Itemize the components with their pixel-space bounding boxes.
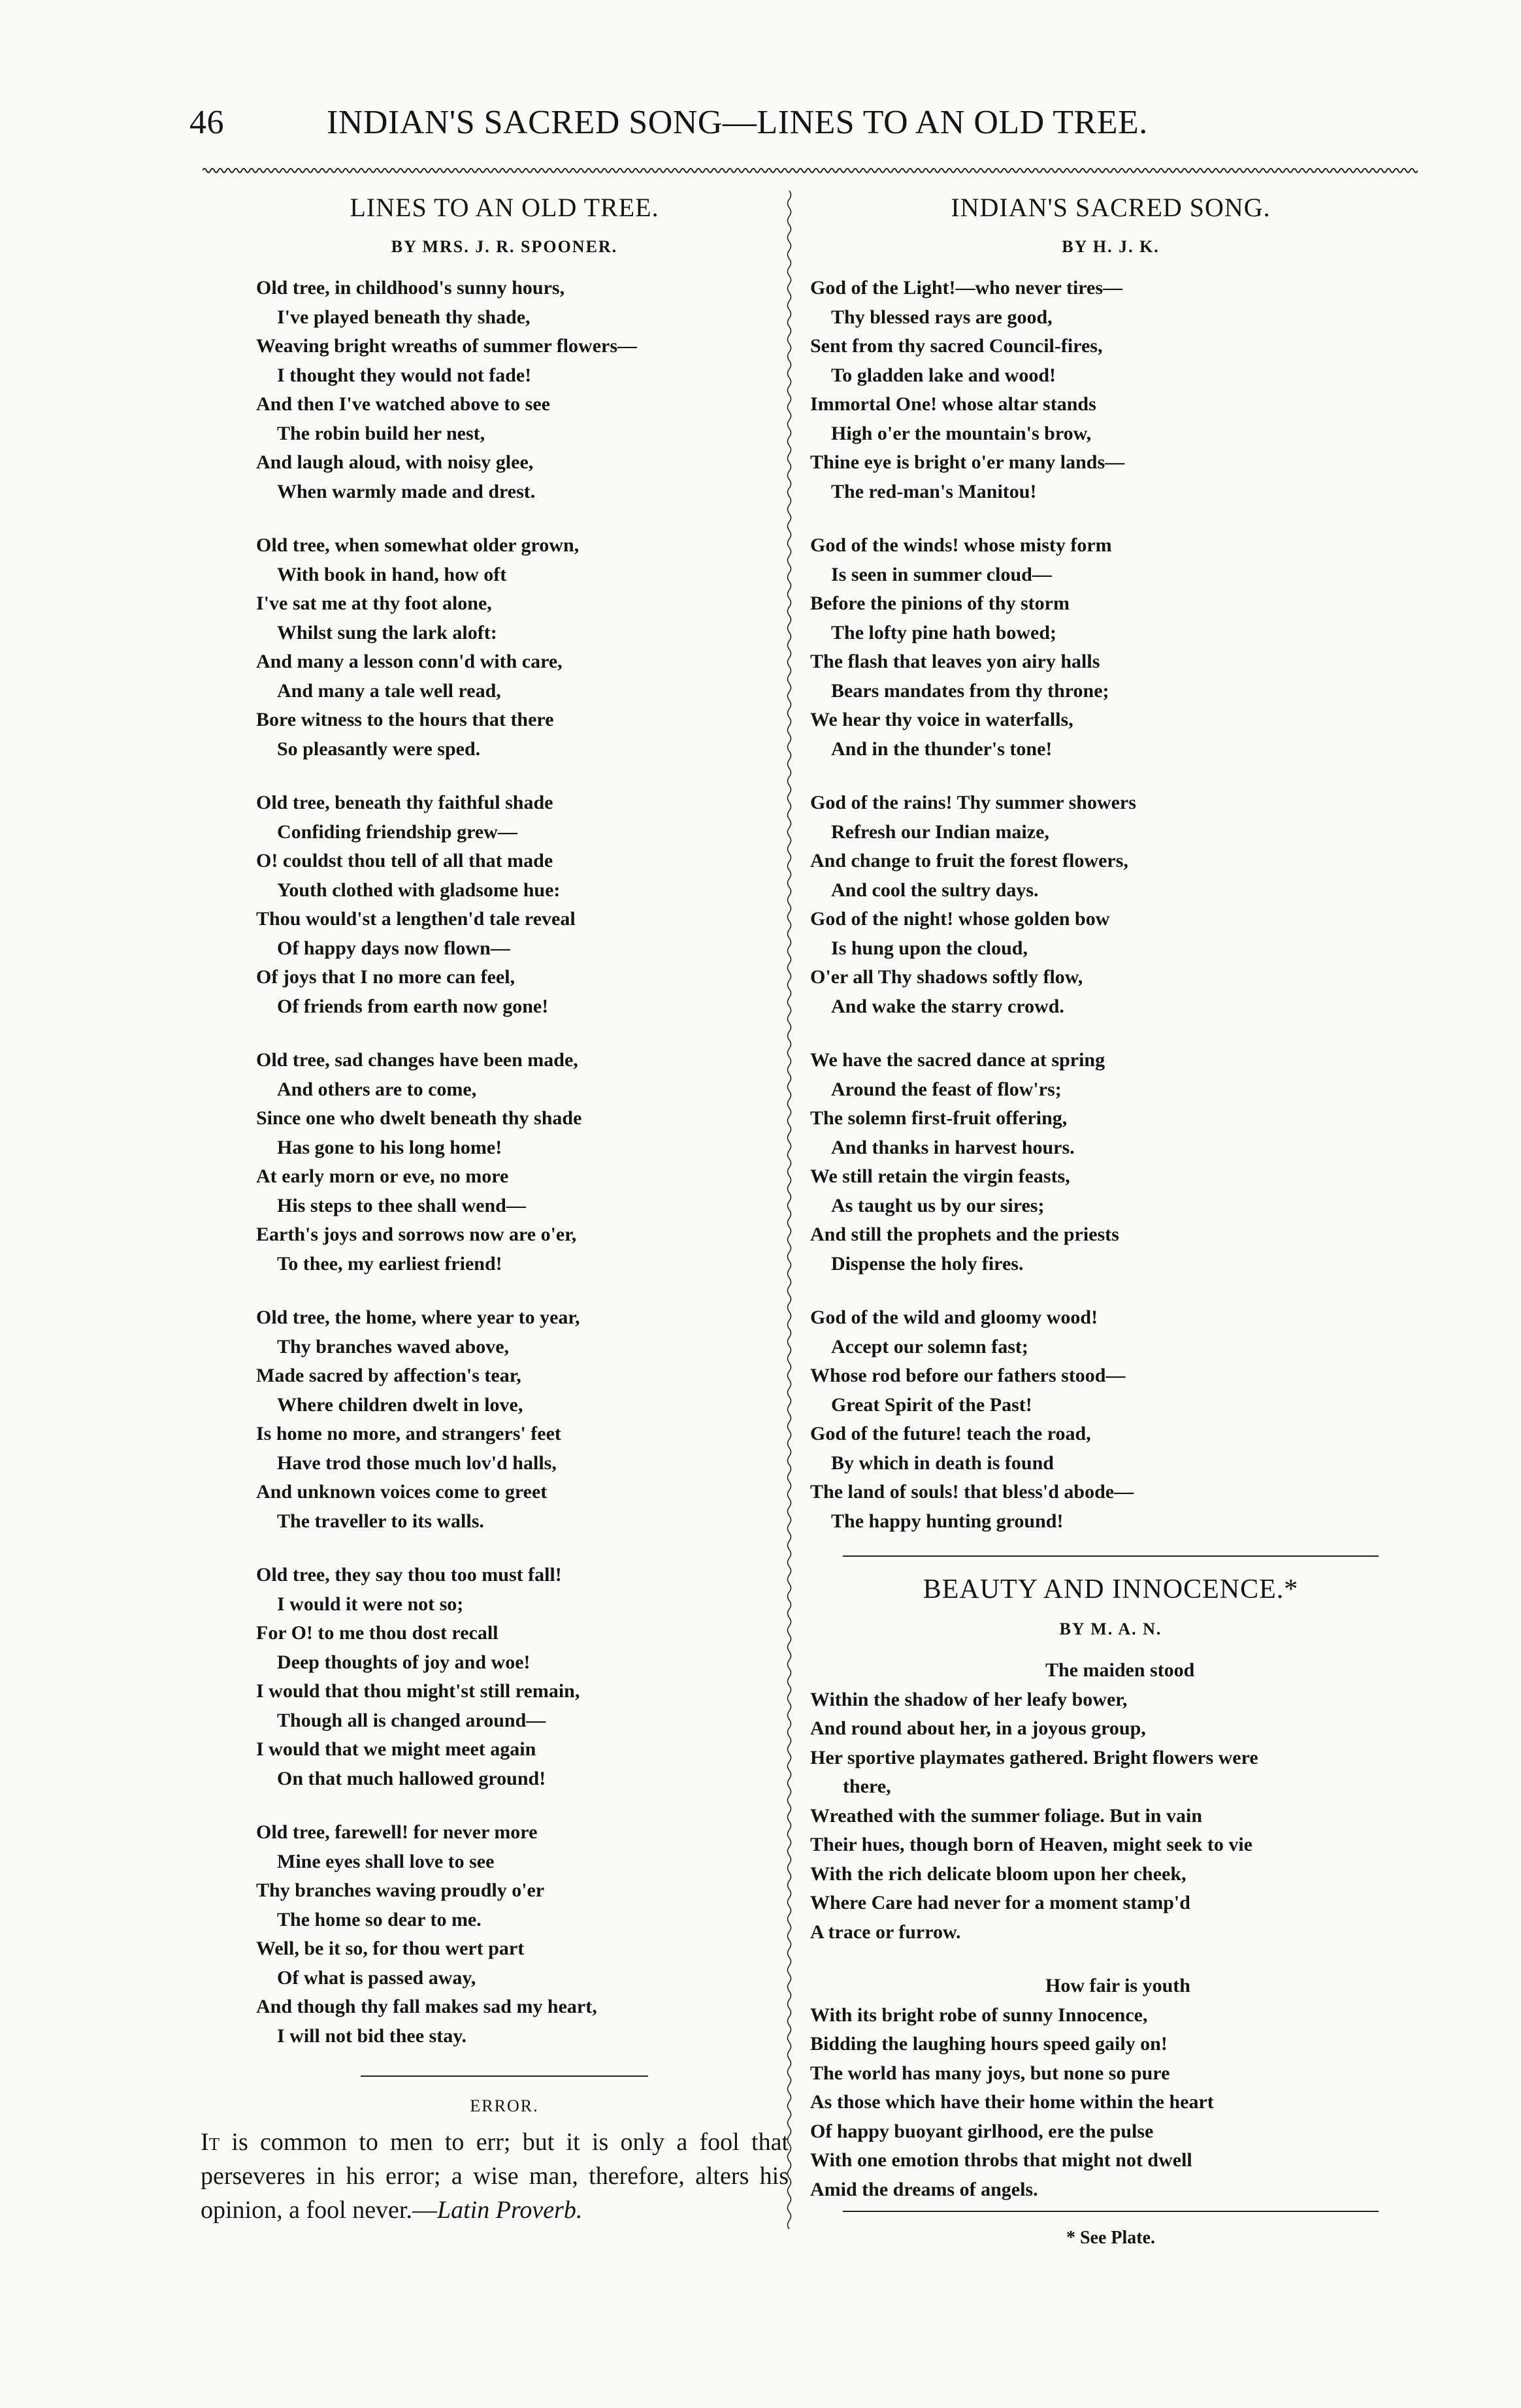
wavy-rule [203, 166, 1418, 175]
drop-word: It [201, 2128, 220, 2156]
poem-stanza [256, 789, 753, 1021]
poem-line: Is hung upon the cloud, [831, 937, 1028, 959]
poem-line: When warmly made and drest. [277, 480, 536, 502]
poem-line: Whose rod before our fathers stood— [810, 1365, 1126, 1386]
poem-line: How fair is youth [1045, 1975, 1190, 1996]
poem-line: Weaving bright wreaths of summer flowers— [256, 335, 638, 357]
poem-line: Old tree, sad changes have been made, [256, 1049, 578, 1071]
poem-line: The land of souls! that bless'd abode— [810, 1481, 1134, 1503]
poem-line: there, [843, 1776, 891, 1797]
poem-stanza [810, 1046, 1411, 1278]
poem-line: Wreathed with the summer foliage. But in vain [810, 1804, 1203, 1827]
poem-line: Made sacred by affection's tear, [256, 1365, 521, 1386]
poem-line: Well, be it so, for thou wert part [256, 1938, 525, 1959]
poem-line: God of the Light!—who never tires— [810, 277, 1123, 299]
poem-line: Where Care had never for a moment stamp'd [810, 1892, 1190, 1913]
poem-line: High o'er the mountain's brow, [831, 422, 1092, 444]
poem-line: Since one who dwelt beneath thy shade [256, 1107, 582, 1129]
poem-line: Of friends from earth now gone! [277, 995, 549, 1017]
poem-line: I've played beneath thy shade, [277, 306, 531, 328]
error-paragraph [201, 2125, 789, 2227]
poem-line: And still the prophets and the priests [810, 1224, 1119, 1245]
poem-line: So pleasantly were sped. [277, 738, 481, 760]
poem-stanza [256, 1818, 753, 2051]
page-number: 46 [189, 104, 224, 141]
poem-line: And in the thunder's tone! [831, 738, 1053, 760]
error-title: ERROR. [470, 2096, 539, 2115]
poem-line: The traveller to its walls. [277, 1510, 484, 1532]
poem-line: Refresh our Indian maize, [831, 821, 1049, 843]
poem-line: Bears mandates from thy throne; [831, 679, 1109, 702]
poem-stanza [256, 1561, 753, 1793]
poem-line: A trace or furrow. [810, 1921, 961, 1943]
poem-line: Dispense the holy fires. [831, 1252, 1024, 1275]
poem-line: The robin build her nest, [277, 422, 485, 444]
poem-line: Great Spirit of the Past! [831, 1393, 1032, 1416]
poem-line: God of the night! whose golden bow [810, 908, 1110, 930]
column-divider [785, 191, 794, 2229]
poem-byline: BY MRS. J. R. SPOONER. [391, 237, 618, 256]
poem-stanza [256, 1046, 753, 1278]
poem-line: For O! to me thou dost recall [256, 1622, 499, 1644]
poem-line: As those which have their home within the heart [810, 2091, 1214, 2113]
poem-line: Where children dwelt in love, [277, 1393, 523, 1416]
poem-stanza [256, 1303, 753, 1536]
poem-line: Confiding friendship grew— [277, 821, 517, 843]
poem-line: To gladden lake and wood! [831, 364, 1056, 386]
running-title: INDIAN'S SACRED SONG—LINES TO AN OLD TREE. [327, 104, 1148, 141]
poem-line: The solemn first-fruit offering, [810, 1107, 1068, 1129]
poem-stanza [810, 274, 1411, 506]
poem-line: And wake the starry crowd. [831, 995, 1064, 1017]
poem-line: I've sat me at thy foot alone, [256, 593, 492, 614]
poem-line: Accept our solemn fast; [831, 1335, 1028, 1358]
poem-line: Thine eye is bright o'er many lands— [810, 451, 1125, 473]
poem-line: Before the pinions of thy storm [810, 593, 1070, 614]
poem-title: LINES TO AN OLD TREE. [350, 193, 659, 222]
poem-stanza [810, 1656, 1411, 1947]
poem-line: The maiden stood [1045, 1659, 1195, 1681]
poem-line: We hear thy voice in waterfalls, [810, 709, 1073, 730]
poem-line: Whilst sung the lark aloft: [277, 621, 497, 643]
poem-line: The red-man's Manitou! [831, 480, 1037, 502]
poem-stanza [810, 1303, 1411, 1536]
section-rule [361, 2075, 648, 2077]
right-column [810, 192, 1411, 2249]
poem-line: Their hues, though born of Heaven, might seek to vie [810, 1834, 1252, 1855]
poem-line: Of what is passed away, [277, 1966, 476, 1989]
poem-line: Have trod those much lov'd halls, [277, 1452, 557, 1474]
poem-line: With the rich delicate bloom upon her cheek, [810, 1863, 1186, 1885]
section-rule [843, 1555, 1379, 1557]
poem-line: I will not bid thee stay. [277, 2025, 467, 2047]
poem-line: And thanks in harvest hours. [831, 1136, 1075, 1158]
poem-line: Old tree, beneath thy faithful shade [256, 792, 553, 813]
error-attribution: Latin Proverb. [436, 2196, 583, 2224]
poem-line: And round about her, in a joyous group, [810, 1717, 1146, 1739]
poem-line: God of the wild and gloomy wood! [810, 1307, 1098, 1328]
poem-line: We have the sacred dance at spring [810, 1049, 1105, 1071]
poem-line: I would that thou might'st still remain, [256, 1680, 580, 1702]
poem-line: And then I've watched above to see [256, 393, 550, 415]
poem-line: The happy hunting ground! [831, 1510, 1064, 1532]
poem-line: And change to fruit the forest flowers, [810, 850, 1128, 871]
poem-line: The flash that leaves yon airy halls [810, 651, 1100, 672]
poem-line: Amid the dreams of angels. [810, 2178, 1038, 2200]
poem-line: As taught us by our sires; [831, 1194, 1045, 1216]
error-body: is common to men to err; but it is only a fool that perseveres in his error; a wise man, therefore, alters his opinion, a fool never.— [201, 2128, 789, 2224]
poem-line: At early morn or eve, no more [256, 1165, 509, 1187]
poem-line: O! couldst thou tell of all that made [256, 850, 553, 871]
poem-line: God of the future! teach the road, [810, 1423, 1091, 1444]
poem-line: Her sportive playmates gathered. Bright flowers were [810, 1746, 1258, 1768]
poem-line: Old tree, when somewhat older grown, [256, 534, 580, 556]
poem-line: Of happy days now flown— [277, 937, 510, 959]
poem-title: BEAUTY AND INNOCENCE.* [923, 1574, 1299, 1604]
poem-line: With its bright robe of sunny Innocence, [810, 2004, 1148, 2026]
poem-line: Thy branches waved above, [277, 1335, 510, 1358]
poem-line: By which in death is found [831, 1452, 1054, 1474]
poem-line: With one emotion throbs that might not dwell [810, 2149, 1192, 2171]
poem-stanza [810, 531, 1411, 764]
poem-line: Mine eyes shall love to see [277, 1850, 495, 1872]
poem-line: And cool the sultry days. [831, 879, 1039, 901]
poem-line: Earth's joys and sorrows now are o'er, [256, 1224, 577, 1245]
poem-line: Youth clothed with gladsome hue: [277, 879, 561, 901]
poem-line: And others are to come, [277, 1078, 477, 1100]
footnote: * See Plate. [1066, 2228, 1156, 2248]
poem-line: Of happy buoyant girlhood, ere the pulse [810, 2120, 1154, 2142]
poem-line: Within the shadow of her leafy bower, [810, 1688, 1128, 1710]
poem-title: INDIAN'S SACRED SONG. [951, 193, 1271, 222]
poem-byline: BY M. A. N. [1059, 1619, 1162, 1638]
footnote-rule [843, 2211, 1379, 2212]
poem-line: Sent from thy sacred Council-fires, [810, 335, 1103, 357]
poem-stanza [256, 274, 753, 506]
poem-line: Though all is changed around— [277, 1709, 546, 1731]
poem-line: To thee, my earliest friend! [277, 1252, 502, 1275]
poem-line: The home so dear to me. [277, 1908, 482, 1930]
poem-line: I thought they would not fade! [277, 364, 532, 386]
poem-line: And many a lesson conn'd with care, [256, 651, 563, 672]
poem-line: Thy branches waving proudly o'er [256, 1879, 545, 1901]
poem-line: Of joys that I no more can feel, [256, 966, 515, 988]
poem-body [256, 274, 753, 2051]
poem-line: Bidding the laughing hours speed gaily on! [810, 2033, 1168, 2055]
poem-body [810, 274, 1411, 1536]
poem-line: I would it were not so; [277, 1593, 464, 1615]
poem-line: Is seen in summer cloud— [831, 563, 1052, 585]
poem-line: With book in hand, how oft [277, 563, 507, 585]
poem-line: God of the rains! Thy summer showers [810, 792, 1136, 813]
poem-line: The world has many joys, but none so pure [810, 2062, 1170, 2084]
poem-line: I would that we might meet again [256, 1738, 536, 1760]
poem-line: Immortal One! whose altar stands [810, 393, 1096, 415]
poem-line: O'er all Thy shadows softly flow, [810, 966, 1083, 988]
poem-byline: BY H. J. K. [1062, 237, 1160, 256]
poem-line: And though thy fall makes sad my heart, [256, 1996, 597, 2017]
poem-line: On that much hallowed ground! [277, 1767, 546, 1789]
poem-line: Old tree, they say thou too must fall! [256, 1564, 562, 1586]
poem-stanza [810, 789, 1411, 1021]
poem-line: Old tree, farewell! for never more [256, 1821, 538, 1843]
poem-line: And many a tale well read, [277, 679, 501, 702]
poem-stanza [256, 531, 753, 764]
poem-line: The lofty pine hath bowed; [831, 621, 1057, 643]
poem-line: Old tree, in childhood's sunny hours, [256, 277, 565, 299]
poem-line: Bore witness to the hours that there [256, 709, 554, 730]
left-column [201, 192, 789, 2227]
poem-line: We still retain the virgin feasts, [810, 1165, 1070, 1187]
poem-line: Around the feast of flow'rs; [831, 1078, 1062, 1100]
poem-line: His steps to thee shall wend— [277, 1194, 526, 1216]
poem-line: And laugh aloud, with noisy glee, [256, 451, 534, 473]
poem-line: Old tree, the home, where year to year, [256, 1307, 580, 1328]
poem-line: God of the winds! whose misty form [810, 534, 1112, 556]
poem-line: Deep thoughts of joy and woe! [277, 1651, 531, 1673]
poem-line: Thou would'st a lengthen'd tale reveal [256, 908, 576, 930]
poem-line: Is home no more, and strangers' feet [256, 1423, 561, 1444]
poem-line: Thy blessed rays are good, [831, 306, 1053, 328]
poem-line: And unknown voices come to greet [256, 1481, 548, 1503]
poem-line: Has gone to his long home! [277, 1136, 502, 1158]
poem-stanza [810, 1972, 1411, 2204]
